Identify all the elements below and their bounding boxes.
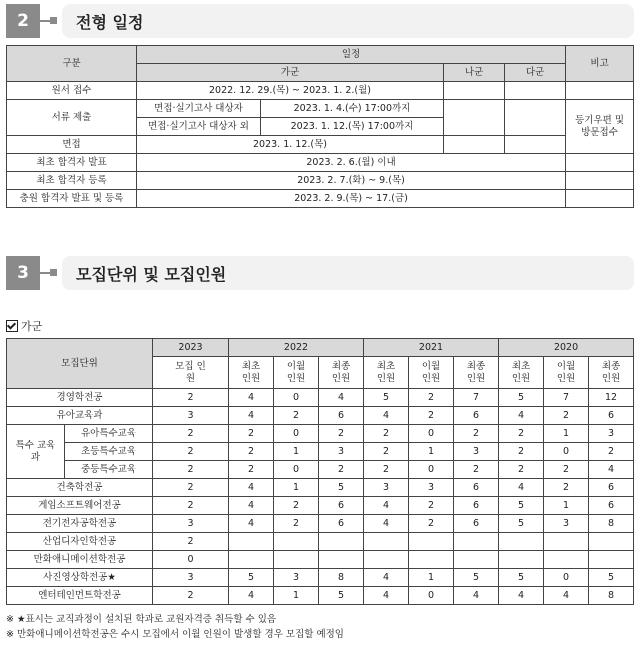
group-label-text: 가군 xyxy=(21,320,43,333)
quota-cell: 0 xyxy=(544,569,589,587)
quota-cell: 0 xyxy=(274,389,319,407)
quota-cell xyxy=(364,533,409,551)
quota-cell: 5 xyxy=(454,569,499,587)
section-2-header xyxy=(6,4,634,38)
quota-cell: 4 xyxy=(499,479,544,497)
quota-cell: 4 xyxy=(364,587,409,605)
quota-cell: 2 xyxy=(319,461,364,479)
quota-cell xyxy=(409,533,454,551)
quota-cell: 2 xyxy=(153,533,229,551)
quota-cell: 6 xyxy=(319,515,364,533)
quota-cell: 6 xyxy=(589,479,634,497)
quota-cell: 4 xyxy=(364,497,409,515)
quota-cell: 2 xyxy=(364,461,409,479)
quota-cell: 3 xyxy=(153,407,229,425)
quota-cell xyxy=(544,533,589,551)
recruit-header: 모집 인원 xyxy=(153,357,229,389)
da-cell xyxy=(505,100,566,136)
quota-cell: 4 xyxy=(229,479,274,497)
quota-cell: 2 xyxy=(454,461,499,479)
quota-cell: 2 xyxy=(153,587,229,605)
first-header: 최초 인원 xyxy=(364,357,409,389)
section-number: 2 xyxy=(6,4,40,38)
quota-cell: 5 xyxy=(499,497,544,515)
quota-cell: 2 xyxy=(153,443,229,461)
na-cell xyxy=(444,82,505,100)
quota-cell: 2 xyxy=(153,425,229,443)
quota-cell: 2 xyxy=(544,461,589,479)
quota-cell xyxy=(499,551,544,569)
unit-name: 만화애니메이션학전공 xyxy=(7,551,153,569)
unit-name: 초등특수교육 xyxy=(65,443,153,461)
quota-cell: 1 xyxy=(274,443,319,461)
note-cell xyxy=(566,190,634,208)
quota-cell: 2 xyxy=(274,515,319,533)
quota-cell: 6 xyxy=(589,497,634,515)
quota-cell: 6 xyxy=(454,407,499,425)
quota-cell: 3 xyxy=(409,479,454,497)
row-label: 서류 제출 xyxy=(7,100,137,136)
quota-cell xyxy=(544,551,589,569)
na-cell xyxy=(444,100,505,136)
quota-cell xyxy=(499,533,544,551)
quota-cell: 2 xyxy=(153,461,229,479)
quota-cell xyxy=(409,551,454,569)
schedule-value: 2023. 2. 7.(화) ~ 9.(목) xyxy=(137,172,566,190)
connector-dot xyxy=(50,269,57,276)
table-row xyxy=(7,407,634,425)
connector-dot xyxy=(50,17,57,24)
quota-cell: 6 xyxy=(319,497,364,515)
quota-cell: 0 xyxy=(409,425,454,443)
checkbox-icon xyxy=(6,320,18,332)
quota-cell xyxy=(319,551,364,569)
quota-cell: 0 xyxy=(274,461,319,479)
quota-cell: 1 xyxy=(274,587,319,605)
quota-cell: 0 xyxy=(409,461,454,479)
quota-cell: 2 xyxy=(499,425,544,443)
quota-cell: 4 xyxy=(364,407,409,425)
quota-cell: 2 xyxy=(409,389,454,407)
quota-cell: 0 xyxy=(409,587,454,605)
section-number: 3 xyxy=(6,256,40,290)
quota-cell: 2 xyxy=(499,443,544,461)
quota-cell: 8 xyxy=(589,515,634,533)
schedule-value: 2023. 1. 12.(목) xyxy=(137,136,444,154)
sub-label: 면접·실기고사 대상자 외 xyxy=(137,118,261,136)
quota-cell: 2 xyxy=(454,425,499,443)
row-label: 최초 합격자 등록 xyxy=(7,172,137,190)
quota-cell: 6 xyxy=(454,515,499,533)
quota-cell: 5 xyxy=(589,569,634,587)
quota-cell: 2 xyxy=(409,407,454,425)
quota-cell: 3 xyxy=(364,479,409,497)
quota-cell: 2 xyxy=(409,515,454,533)
header-note: 비고 xyxy=(566,46,634,82)
unit-name: 전기전자공학전공 xyxy=(7,515,153,533)
quota-cell xyxy=(589,533,634,551)
quota-cell: 2 xyxy=(274,407,319,425)
quota-cell: 4 xyxy=(499,587,544,605)
unit-name: 건축학전공 xyxy=(7,479,153,497)
quota-cell: 6 xyxy=(454,479,499,497)
table-row xyxy=(7,515,634,533)
quota-cell: 4 xyxy=(364,515,409,533)
unit-name: 게임소프트웨어전공 xyxy=(7,497,153,515)
quota-cell xyxy=(274,533,319,551)
quota-cell: 5 xyxy=(229,569,274,587)
schedule-value: 2023. 1. 12.(목) 17:00까지 xyxy=(261,118,444,136)
year-header: 2020 xyxy=(499,339,634,357)
carry-header: 이월 인원 xyxy=(274,357,319,389)
table-row xyxy=(7,569,634,587)
quota-cell: 8 xyxy=(319,569,364,587)
schedule-table xyxy=(6,45,634,208)
unit-name: 엔터테인먼트학전공 xyxy=(7,587,153,605)
quota-cell: 4 xyxy=(499,407,544,425)
carry-header: 이월 인원 xyxy=(409,357,454,389)
da-cell xyxy=(505,82,566,100)
quota-cell: 3 xyxy=(319,443,364,461)
sub-label: 면접·실기고사 대상자 xyxy=(137,100,261,118)
quota-cell: 6 xyxy=(454,497,499,515)
footnotes xyxy=(6,612,344,642)
quota-cell xyxy=(229,551,274,569)
note-cell xyxy=(566,154,634,172)
quota-cell: 5 xyxy=(319,587,364,605)
quota-cell: 4 xyxy=(544,587,589,605)
quota-cell: 1 xyxy=(544,497,589,515)
table-row xyxy=(7,443,634,461)
quota-cell: 1 xyxy=(274,479,319,497)
unit-name: 중등특수교육 xyxy=(65,461,153,479)
row-label: 원서 접수 xyxy=(7,82,137,100)
quota-cell: 3 xyxy=(274,569,319,587)
quota-cell xyxy=(319,533,364,551)
quota-cell: 2 xyxy=(229,425,274,443)
note-cell xyxy=(566,82,634,100)
unit-name: 경영학전공 xyxy=(7,389,153,407)
quota-cell: 2 xyxy=(153,389,229,407)
table-row xyxy=(7,479,634,497)
quota-cell: 2 xyxy=(364,425,409,443)
quota-cell xyxy=(454,551,499,569)
final-header: 최종 인원 xyxy=(319,357,364,389)
quota-cell xyxy=(364,551,409,569)
quota-cell: 6 xyxy=(319,407,364,425)
quota-cell: 6 xyxy=(589,407,634,425)
final-header: 최종 인원 xyxy=(589,357,634,389)
quota-table xyxy=(6,338,634,605)
special-group-label: 특수 교육과 xyxy=(7,425,65,479)
quota-cell: 1 xyxy=(544,425,589,443)
table-row xyxy=(7,425,634,443)
year-header: 2022 xyxy=(229,339,364,357)
section-title: 전형 일정 xyxy=(62,4,634,38)
quota-cell: 2 xyxy=(229,461,274,479)
table-row xyxy=(7,461,634,479)
quota-cell: 3 xyxy=(153,515,229,533)
quota-cell: 7 xyxy=(454,389,499,407)
table-row xyxy=(7,497,634,515)
note-cell xyxy=(566,172,634,190)
header-schedule: 일정 xyxy=(137,46,566,64)
quota-cell: 4 xyxy=(319,389,364,407)
section-title: 모집단위 및 모집인원 xyxy=(62,256,634,290)
quota-cell: 4 xyxy=(229,497,274,515)
quota-cell: 2 xyxy=(153,479,229,497)
quota-cell xyxy=(589,551,634,569)
quota-cell: 1 xyxy=(409,569,454,587)
quota-cell: 2 xyxy=(364,443,409,461)
quota-cell: 7 xyxy=(544,389,589,407)
quota-cell: 2 xyxy=(499,461,544,479)
quota-cell: 2 xyxy=(544,407,589,425)
quota-cell: 3 xyxy=(454,443,499,461)
quota-cell: 2 xyxy=(229,443,274,461)
header-unit: 모집단위 xyxy=(7,339,153,389)
table-row xyxy=(7,389,634,407)
quota-cell: 4 xyxy=(364,569,409,587)
table-row xyxy=(7,533,634,551)
group-label xyxy=(6,318,42,334)
quota-cell: 2 xyxy=(409,497,454,515)
section-3-header xyxy=(6,256,634,290)
final-header: 최종 인원 xyxy=(454,357,499,389)
schedule-value: 2023. 2. 6.(월) 이내 xyxy=(137,154,566,172)
row-label: 면접 xyxy=(7,136,137,154)
footnote: ※ ★표시는 교직과정이 설치된 학과로 교원자격증 취득할 수 있음 xyxy=(6,614,277,625)
row-label: 충원 합격자 발표 및 등록 xyxy=(7,190,137,208)
quota-cell: 8 xyxy=(589,587,634,605)
quota-cell xyxy=(454,533,499,551)
quota-cell: 2 xyxy=(274,497,319,515)
quota-cell: 3 xyxy=(589,425,634,443)
first-header: 최초 인원 xyxy=(499,357,544,389)
unit-name: 산업디자인학전공 xyxy=(7,533,153,551)
quota-cell: 4 xyxy=(589,461,634,479)
quota-cell: 3 xyxy=(544,515,589,533)
quota-cell xyxy=(274,551,319,569)
header-da: 다군 xyxy=(505,64,566,82)
quota-cell: 4 xyxy=(454,587,499,605)
header-category: 구분 xyxy=(7,46,137,82)
quota-cell: 4 xyxy=(229,407,274,425)
carry-header: 이월 인원 xyxy=(544,357,589,389)
quota-cell: 4 xyxy=(229,389,274,407)
year-header: 2021 xyxy=(364,339,499,357)
footnote: ※ 만화애니메이션학전공은 수시 모집에서 이월 인원이 발생할 경우 모집할 예정임 xyxy=(6,629,344,640)
table-row xyxy=(7,587,634,605)
table-row xyxy=(7,551,634,569)
quota-cell: 1 xyxy=(409,443,454,461)
quota-cell: 5 xyxy=(364,389,409,407)
schedule-value: 2023. 1. 4.(수) 17:00까지 xyxy=(261,100,444,118)
na-cell xyxy=(444,136,505,154)
quota-cell: 4 xyxy=(229,587,274,605)
unit-name: 유아교육과 xyxy=(7,407,153,425)
first-header: 최초 인원 xyxy=(229,357,274,389)
quota-cell: 2 xyxy=(153,497,229,515)
quota-cell: 0 xyxy=(274,425,319,443)
unit-name: 유아특수교육 xyxy=(65,425,153,443)
row-label: 최초 합격자 발표 xyxy=(7,154,137,172)
quota-cell: 5 xyxy=(319,479,364,497)
unit-name: 사진영상학전공★ xyxy=(7,569,153,587)
header-ga: 가군 xyxy=(137,64,444,82)
quota-cell: 4 xyxy=(229,515,274,533)
quota-cell: 5 xyxy=(499,515,544,533)
schedule-value: 2022. 12. 29.(목) ~ 2023. 1. 2.(월) xyxy=(137,82,444,100)
quota-cell: 3 xyxy=(153,569,229,587)
da-cell xyxy=(505,136,566,154)
quota-cell: 0 xyxy=(544,443,589,461)
quota-cell: 2 xyxy=(319,425,364,443)
quota-cell xyxy=(229,533,274,551)
quota-cell: 2 xyxy=(544,479,589,497)
note-cell: 등기우편 및 방문접수 xyxy=(566,100,634,154)
quota-cell: 0 xyxy=(153,551,229,569)
quota-cell: 12 xyxy=(589,389,634,407)
quota-cell: 5 xyxy=(499,389,544,407)
quota-cell: 2 xyxy=(589,443,634,461)
year-header: 2023 xyxy=(153,339,229,357)
quota-cell: 5 xyxy=(499,569,544,587)
header-na: 나군 xyxy=(444,64,505,82)
schedule-value: 2023. 2. 9.(목) ~ 17.(금) xyxy=(137,190,566,208)
